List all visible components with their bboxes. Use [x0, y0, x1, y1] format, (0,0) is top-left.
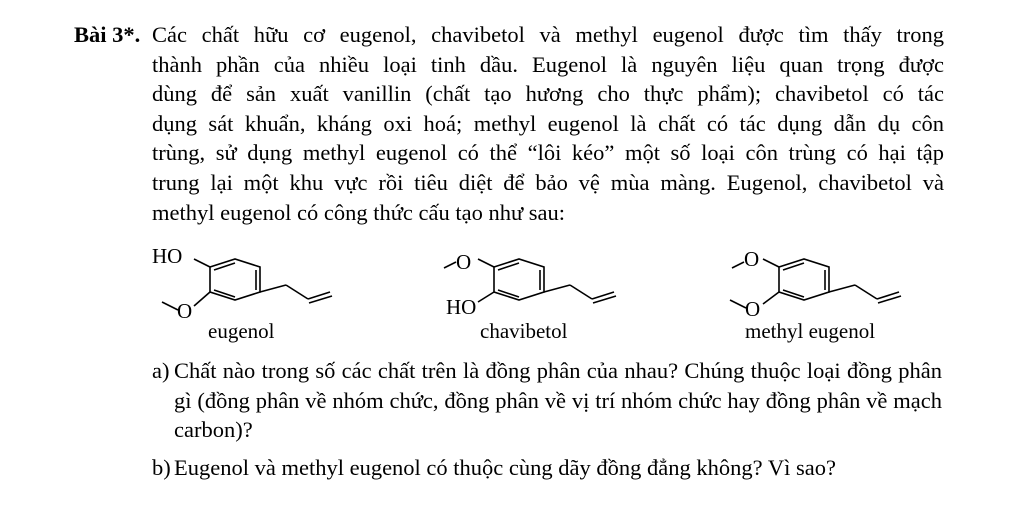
problem-line: trung lại một khu vực rồi tiêu diệt để bảo vệ mùa màng. Eugenol, chavibetol và — [152, 169, 944, 195]
methyl-eugenol-top-group: O — [744, 247, 760, 271]
question-b — [152, 453, 942, 483]
problem-line: dùng để sản xuất vanillin (chất tạo hương cho thực phẩm); chavibetol có tác — [152, 81, 944, 107]
eugenol-bottom-group: O — [177, 299, 193, 323]
problem-line: thành phần của nhiều loại tinh dầu. Eugenol là nguyên liệu quan trọng được — [152, 51, 944, 77]
problem-line: trùng, sử dụng methyl eugenol có thể “lôi kéo” một số loại côn trùng có hại tập — [152, 140, 944, 166]
problem-statement — [74, 20, 944, 227]
eugenol-top-group: HO — [152, 244, 183, 268]
problem-line: dụng sát khuẩn, kháng oxi hoá; methyl eugenol là chất có tác dụng dẫn dụ côn — [152, 110, 944, 136]
problem-line: methyl eugenol có công thức cấu tạo như sau: — [152, 199, 566, 225]
question-a — [152, 356, 942, 445]
question-b-text: Eugenol và methyl eugenol có thuộc cùng dãy đồng đẳng không? Vì sao? — [174, 455, 836, 480]
problem-line: Các chất hữu cơ eugenol, chavibetol và methyl eugenol được tìm thấy trong — [152, 22, 944, 47]
methyl-eugenol-caption: methyl eugenol — [745, 319, 876, 343]
question-a-label: a) — [152, 358, 170, 383]
chavibetol-bottom-group: HO — [446, 295, 477, 319]
eugenol-caption: eugenol — [208, 319, 275, 343]
problem-body — [152, 20, 944, 227]
question-b-label: b) — [152, 455, 171, 480]
problem-label: Bài 3*. — [74, 22, 141, 47]
question-a-text: Chất nào trong số các chất trên là đồng phân của nhau? Chúng thuộc loại đồng phân gì (đồng phân về nhóm chức, đồng phân về vị trí nhóm chức hay đồng phân về mạch carbon)? — [174, 358, 942, 443]
chavibetol-top-group: O — [456, 250, 472, 274]
methyl-eugenol-bottom-group: O — [745, 297, 761, 321]
structures-svg — [0, 240, 1024, 345]
structural-formulas — [0, 240, 1024, 345]
chavibetol-caption: chavibetol — [480, 319, 568, 343]
